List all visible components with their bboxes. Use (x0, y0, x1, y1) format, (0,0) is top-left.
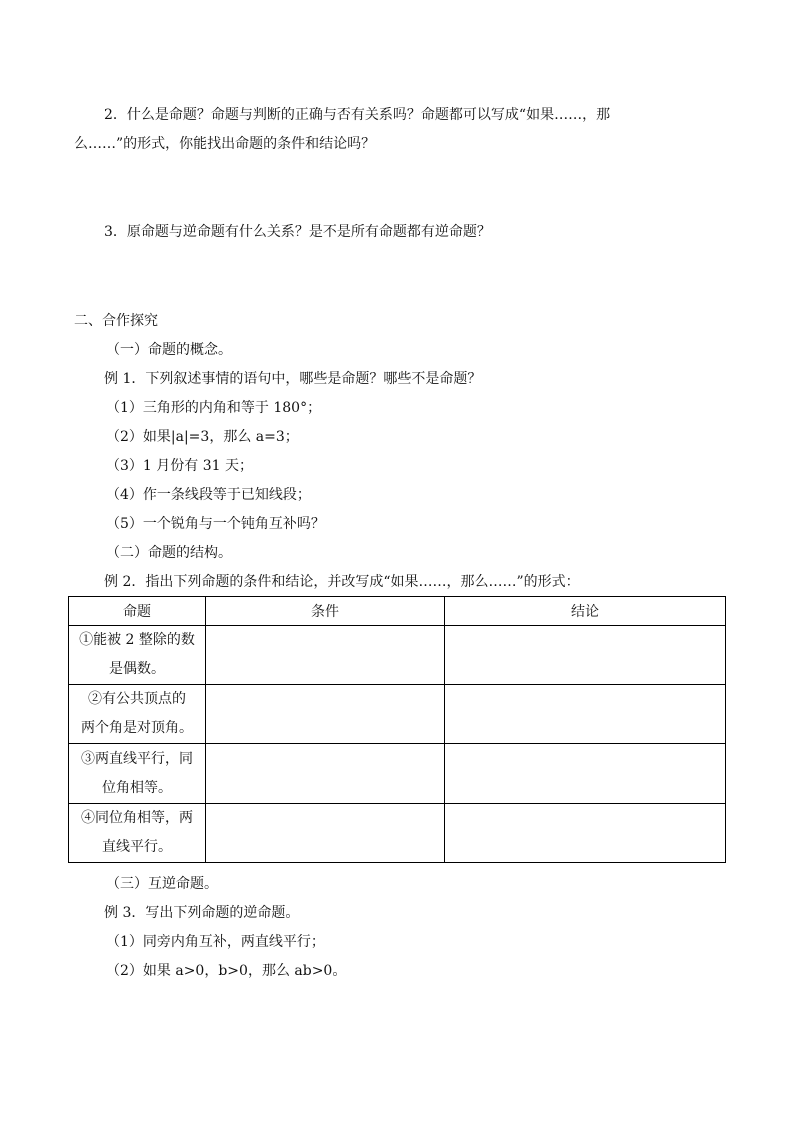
example-3: 例 3．写出下列命题的逆命题。 (104, 905, 300, 921)
conclusion-cell[interactable] (445, 626, 726, 685)
table-row (69, 804, 726, 863)
example-1-item-3: （3）1 月份有 31 天； (106, 458, 253, 474)
condition-cell[interactable] (206, 744, 445, 804)
proposition-line: 是偶数。 (109, 661, 165, 677)
example-2: 例 2．指出下列命题的条件和结论，并改写成“如果……，那么……”的形式： (104, 574, 580, 590)
proposition-line: ①能被 2 整除的数 (79, 632, 195, 648)
section-title-cooperative-inquiry: 二、合作探究 (74, 313, 158, 329)
example-1: 例 1．下列叙述事情的语句中，哪些是命题？哪些不是命题？ (104, 371, 482, 387)
table-row (69, 626, 726, 685)
example-1-item-4: （4）作一条线段等于已知线段； (106, 487, 311, 503)
proposition-cell (69, 804, 206, 863)
condition-cell[interactable] (206, 804, 445, 863)
table-header-row (69, 597, 726, 626)
conclusion-cell[interactable] (445, 685, 726, 744)
header-conclusion: 结论 (445, 597, 726, 626)
part-3-heading: （三）互逆命题。 (106, 876, 218, 892)
proposition-cell (69, 626, 206, 685)
proposition-line: 两个角是对顶角。 (81, 720, 193, 736)
table-row (69, 744, 726, 804)
proposition-line: 直线平行。 (102, 839, 172, 855)
part-2-heading: （二）命题的结构。 (106, 545, 232, 561)
conclusion-cell[interactable] (445, 744, 726, 804)
header-condition: 条件 (206, 597, 445, 626)
proposition-table (68, 596, 726, 863)
proposition-cell (69, 685, 206, 744)
proposition-line: ④同位角相等，两 (81, 810, 193, 826)
proposition-line: ②有公共顶点的 (88, 691, 186, 707)
example-3-item-2: （2）如果 a>0，b>0，那么 ab>0。 (106, 963, 347, 979)
example-1-item-1: （1）三角形的内角和等于 180°； (106, 400, 322, 416)
question-3: 3．原命题与逆命题有什么关系？是不是所有命题都有逆命题？ (104, 224, 491, 240)
part-1-heading: （一）命题的概念。 (106, 342, 232, 358)
proposition-cell (69, 744, 206, 804)
table-row (69, 685, 726, 744)
condition-cell[interactable] (206, 685, 445, 744)
header-proposition: 命题 (69, 597, 206, 626)
conclusion-cell[interactable] (445, 804, 726, 863)
example-1-item-5: （5）一个锐角与一个钝角互补吗？ (106, 516, 325, 532)
question-2-line-1: 2．什么是命题？命题与判断的正确与否有关系吗？命题都可以写成“如果……，那 (104, 107, 611, 123)
proposition-line: ③两直线平行，同 (81, 750, 193, 767)
condition-cell[interactable] (206, 626, 445, 685)
question-2-line-2: 么……”的形式，你能找出命题的条件和结论吗？ (74, 136, 376, 152)
example-1-item-2: （2）如果|a|=3，那么 a=3； (106, 429, 299, 445)
proposition-line: 位角相等。 (102, 779, 172, 796)
example-3-item-1: （1）同旁内角互补，两直线平行； (106, 934, 325, 950)
